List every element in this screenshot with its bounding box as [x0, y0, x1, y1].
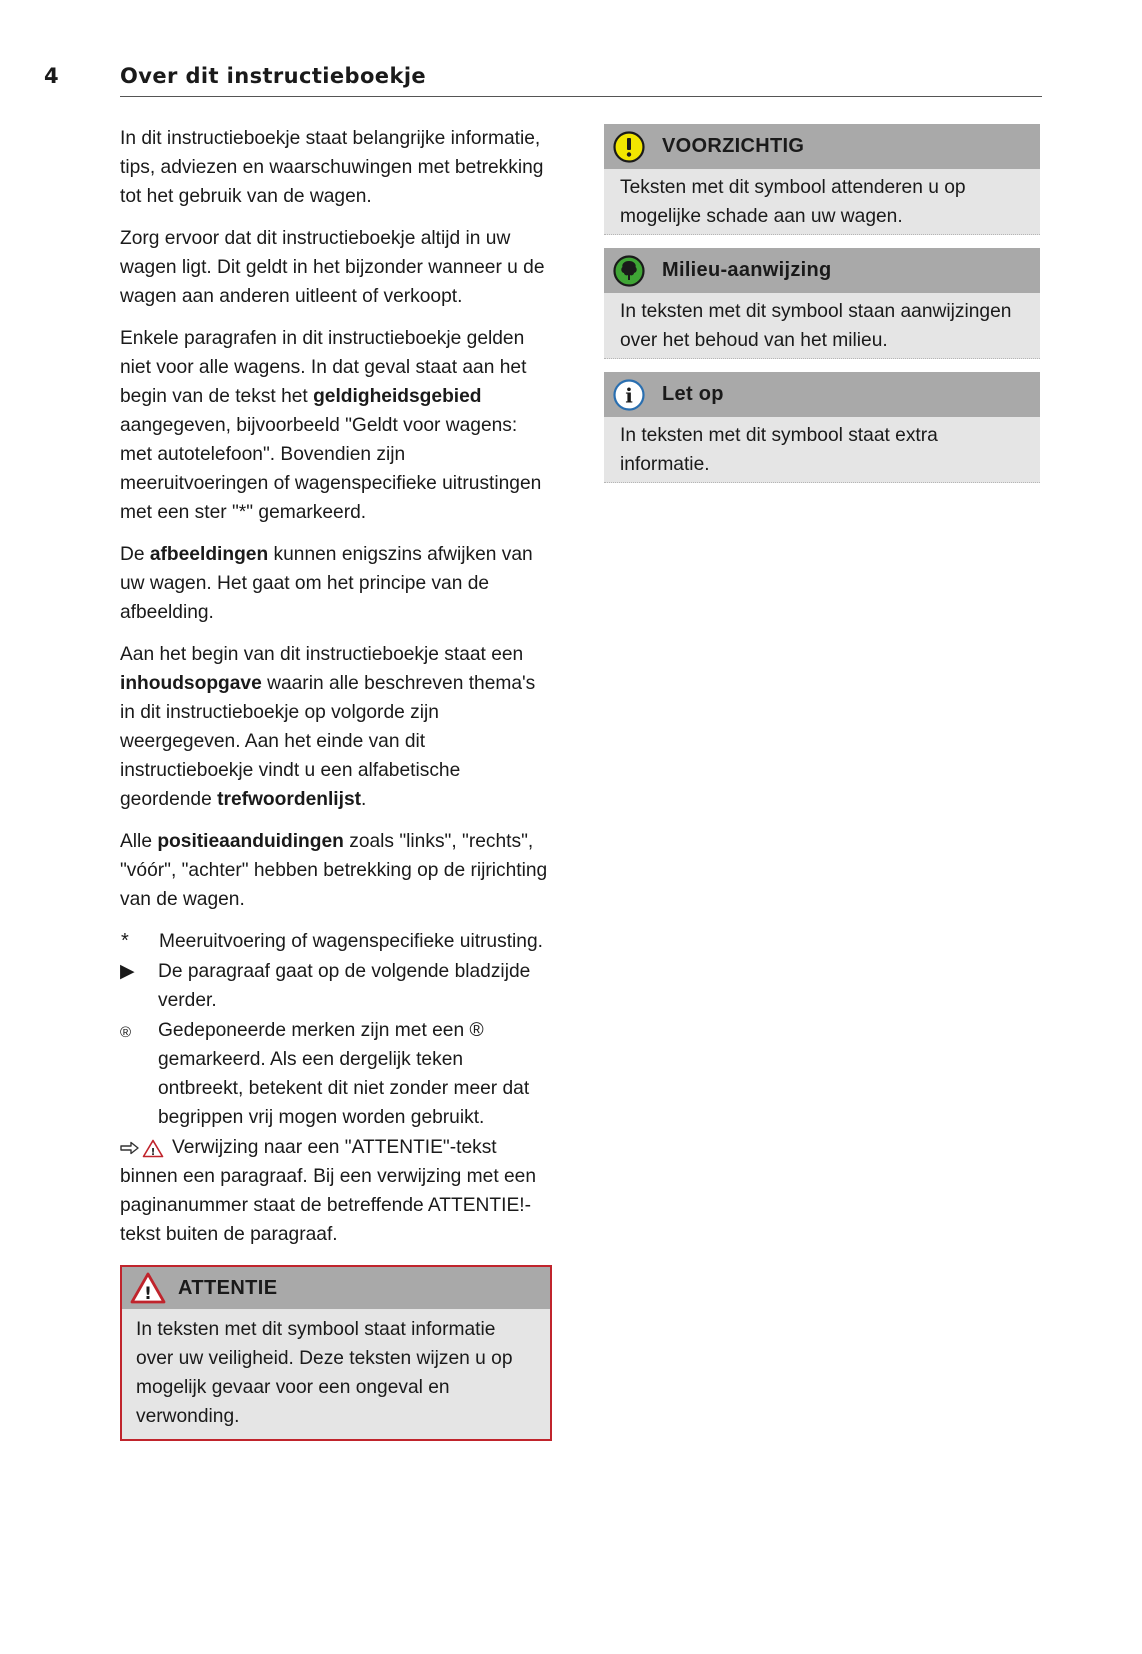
text-span: kunnen enigszins afwijken van uw wagen. Het gaat om het principe van de afbeelding. — [120, 544, 533, 623]
attentie-box — [120, 1265, 552, 1441]
triangle-right-icon: ▶ — [120, 961, 135, 982]
text-span: Alle — [120, 831, 158, 852]
notice-header — [604, 248, 1040, 293]
bold-term: trefwoordenlijst — [217, 789, 362, 810]
intro-paragraph-3 — [120, 324, 552, 527]
intro-paragraph-6 — [120, 827, 552, 914]
notice-title: Milieu-aanwijzing — [662, 259, 832, 281]
notice-header — [604, 372, 1040, 417]
legend-item — [120, 927, 552, 956]
intro-paragraph-2: Zorg ervoor dat dit instructieboekje altijd in uw wagen ligt. Dit geldt in het bijzonder wanneer u de wagen aan anderen uitleent of verkoopt. — [120, 228, 545, 307]
reference-icons — [120, 1139, 164, 1158]
svg-text:!: ! — [144, 1284, 152, 1304]
legend-text: Meeruitvoering of wagenspecifieke uitrusting. — [159, 931, 543, 952]
legend-text: Gedeponeerde merken zijn met een ® gemarkeerd. Als een dergelijk teken ontbreekt, betekent dit niet zonder meer dat begrippen vrij mogen worden gebruikt. — [158, 1020, 530, 1128]
notice-voorzichtig — [604, 124, 1040, 235]
legend-text: De paragraaf gaat op de volgende bladzijde verder. — [158, 961, 531, 1011]
text-span: . — [361, 789, 367, 810]
intro-paragraph-4 — [120, 540, 552, 627]
notice-title: Let op — [662, 383, 724, 405]
header-divider — [120, 96, 1042, 97]
text-span: waarin alle beschreven thema's in dit instructieboekje op volgorde zijn weergegeven. Aan het einde van dit instructieboekje vindt u een alfabetische geordende — [120, 673, 536, 810]
attentie-reference-paragraph — [120, 1133, 552, 1249]
bold-term: geldigheidsgebied — [313, 386, 482, 407]
notice-header — [604, 124, 1040, 169]
bold-term: afbeeldingen — [149, 544, 269, 565]
arrow-right-icon — [120, 1141, 140, 1155]
caution-exclamation-icon — [612, 130, 646, 164]
attentie-text: In teksten met dit symbool staat informatie over uw veiligheid. Deze teksten wijzen u op mogelijk gevaar voor een ongeval en verwonding. — [136, 1319, 513, 1427]
reference-text: Verwijzing naar een "ATTENTIE"-tekst binnen een paragraaf. Bij een verwijzing met een paginanummer staat de betreffende ATTENTIE!-tekst buiten de paragraaf. — [120, 1137, 536, 1245]
page-title: Over dit instructieboekje — [120, 64, 427, 88]
text-span: De — [120, 544, 150, 565]
attentie-title: ATTENTIE — [178, 1276, 278, 1299]
notice-letop — [604, 372, 1040, 483]
symbol-legend — [120, 927, 552, 1132]
bold-term: inhoudsopgave — [120, 673, 262, 694]
page-number: 4 — [44, 64, 60, 88]
warning-triangle-icon — [130, 1272, 166, 1304]
svg-text:i: i — [625, 383, 633, 407]
notice-text: Teksten met dit symbool attenderen u op mogelijke schade aan uw wagen. — [604, 169, 1040, 235]
warning-triangle-icon — [142, 1139, 164, 1158]
left-column — [120, 124, 552, 1441]
notice-text: In teksten met dit symbool staat extra informatie. — [604, 417, 1040, 483]
notice-milieu — [604, 248, 1040, 359]
notice-title: VOORZICHTIG — [662, 135, 805, 157]
notice-text: In teksten met dit symbool staan aanwijzingen over het behoud van het milieu. — [604, 293, 1040, 359]
text-span: aangegeven, bijvoorbeeld "Geldt voor wagens: met autotelefoon". Bovendien zijn meeruitvoeringen of wagenspecifieke uitrustingen met een ster "*" gemarkeerd. — [120, 415, 542, 523]
legend-item — [120, 957, 552, 1015]
attentie-header — [122, 1267, 550, 1309]
text-span: Aan het begin van dit instructieboekje staat een — [120, 644, 524, 665]
text-span: Enkele paragrafen in dit instructieboekje gelden niet voor alle wagens. In dat geval staat aan het begin van de tekst het — [120, 328, 527, 407]
legend-item — [120, 1016, 552, 1132]
right-column — [604, 124, 1040, 496]
registered-icon: ® — [120, 1024, 132, 1041]
intro-paragraph-1: In dit instructieboekje staat belangrijke informatie, tips, adviezen en waarschuwingen met betrekking tot het gebruik van de wagen. — [120, 128, 544, 207]
info-icon — [612, 378, 646, 412]
text-span: zoals "links", "rechts", "vóór", "achter" hebben betrekking op de rijrichting van de wagen. — [120, 831, 548, 910]
svg-text:!: ! — [150, 1146, 156, 1158]
intro-paragraph-5 — [120, 640, 552, 814]
tree-icon — [612, 254, 646, 288]
asterisk-icon: * — [121, 930, 129, 952]
bold-term: positieaanduidingen — [157, 831, 344, 852]
